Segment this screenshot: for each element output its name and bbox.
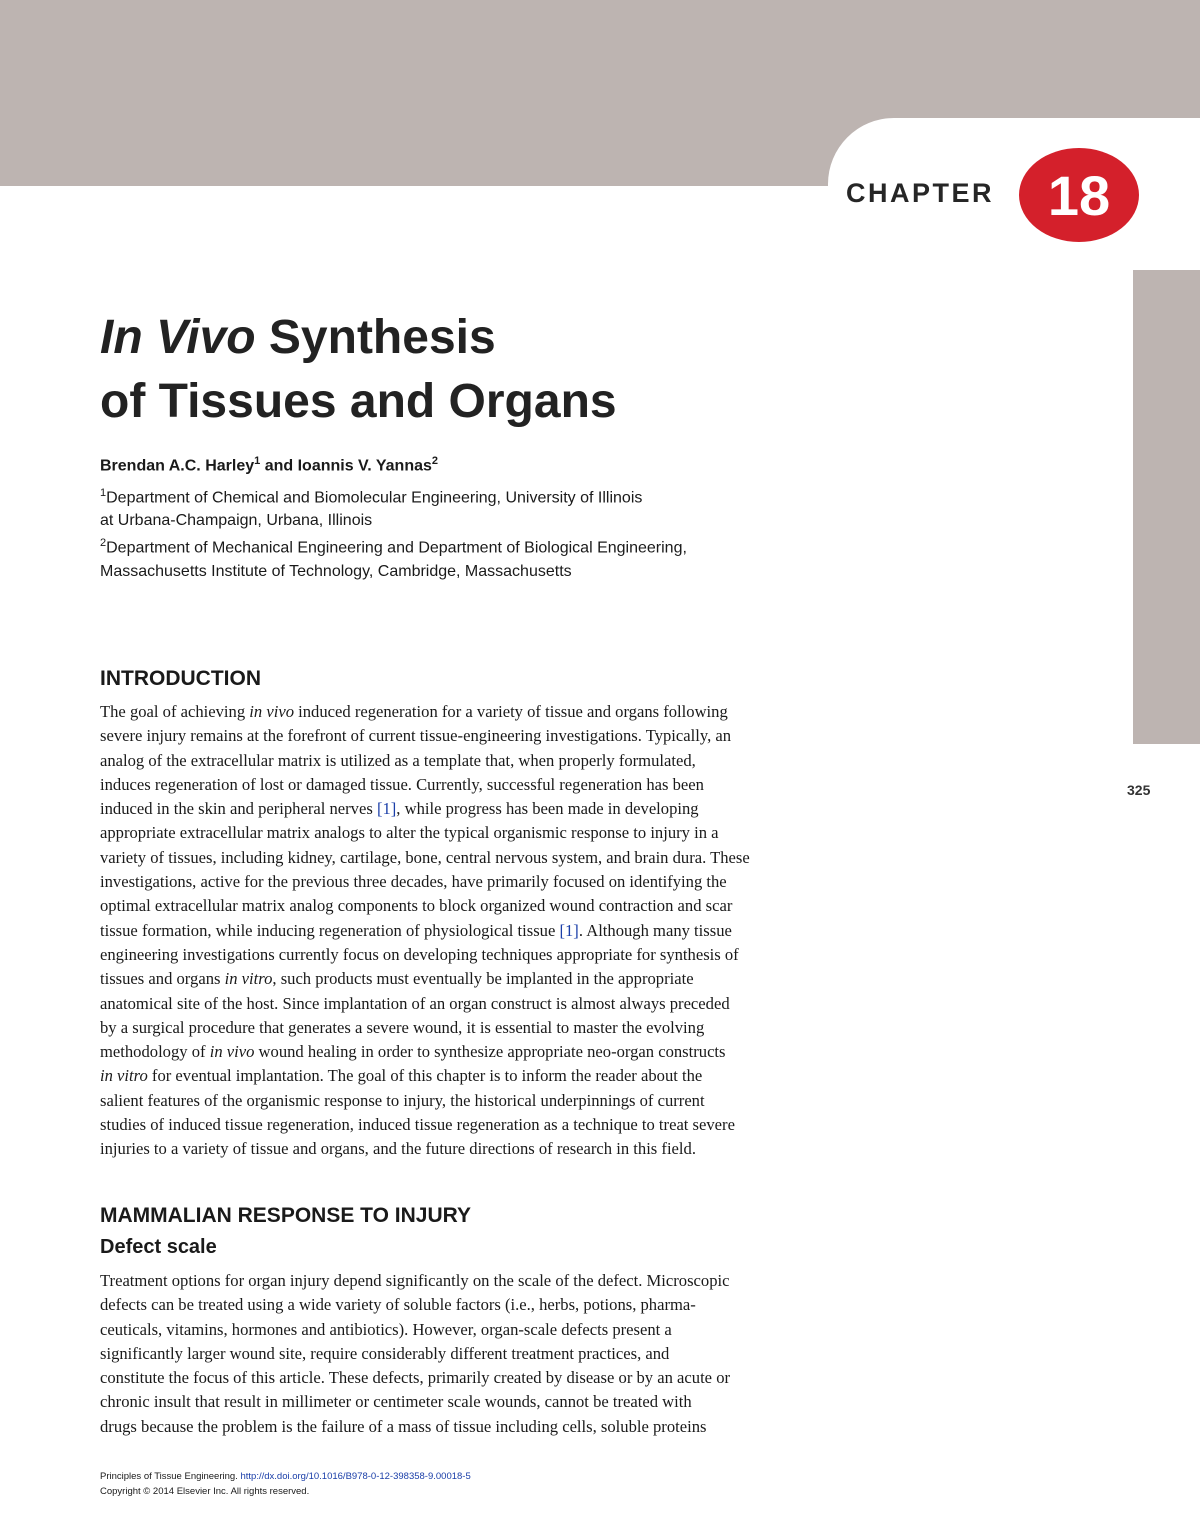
affiliation-2-line1: Department of Mechanical Engineering and Department of Biological Engineering, — [106, 539, 687, 557]
section-heading: MAMMALIAN RESPONSE TO INJURY — [100, 1204, 472, 1227]
text-line: chronic insult that result in millimeter or centimeter scale wounds, cannot be treated with — [100, 1392, 692, 1412]
footer-copyright: Copyright © 2014 Elsevier Inc. All rights reserved. — [100, 1486, 310, 1497]
title-line2: of Tissues and Organs — [100, 375, 617, 428]
text-line — [100, 773, 885, 797]
text-segment: appropriate extracellular matrix analogs to alter the typical organismic response to injury in a — [100, 823, 719, 843]
text-segment: The goal of achieving — [100, 702, 250, 721]
citation-link[interactable]: [1] — [559, 920, 579, 940]
defect-scale-paragraph — [100, 1269, 885, 1439]
text-line: significantly larger wound site, require considerably different treatment practices, and — [100, 1343, 670, 1363]
text-segment: variety of tissues, including kidney, cartilage, bone, central nervous system, and brain dura. These — [100, 847, 750, 867]
title-italic: In Vivo — [100, 311, 256, 364]
affiliation-1-line2: at Urbana-Champaign, Urbana, Illinois — [100, 512, 373, 530]
text-line — [100, 919, 885, 943]
chapter-number-badge: 18 — [1019, 148, 1139, 242]
text-segment: induced in the skin and peripheral nerves — [100, 799, 377, 819]
text-segment: wound healing in order to synthesize appropriate neo-organ constructs — [254, 1042, 726, 1062]
footer-book: Principles of Tissue Engineering. — [100, 1471, 241, 1482]
italic-term: in vitro — [224, 969, 273, 989]
intro-heading: INTRODUCTION — [100, 667, 261, 690]
text-line — [100, 1040, 885, 1064]
author-2: Ioannis V. Yannas — [297, 457, 432, 475]
affiliation-2-line2: Massachusetts Institute of Technology, Cambridge, Massachusetts — [100, 562, 572, 580]
text-line — [100, 1016, 885, 1040]
text-line: Treatment options for organ injury depend significantly on the scale of the defect. Microscopic — [100, 1271, 730, 1290]
italic-term: in vivo — [249, 702, 294, 721]
author-1: Brendan A.C. Harley — [100, 457, 255, 475]
italic-term: in vitro — [100, 1066, 148, 1086]
text-segment: methodology of — [100, 1042, 210, 1062]
authors — [100, 455, 438, 475]
text-line — [100, 821, 885, 845]
text-line — [100, 749, 885, 773]
text-line: constitute the focus of this article. These defects, primarily created by disease or by an acute or — [100, 1368, 731, 1388]
doi-link[interactable]: http://dx.doi.org/10.1016/B978-0-12-398358-9.00018-5 — [240, 1471, 471, 1482]
text-line — [100, 992, 885, 1016]
affiliation-1-sup: 1 — [100, 487, 107, 499]
text-segment: salient features of the organismic response to injury, the historical underpinnings of current — [100, 1090, 705, 1110]
text-segment: by a surgical procedure that generates a severe wound, it is essential to master the evolving — [100, 1017, 705, 1037]
subsection-heading: Defect scale — [100, 1236, 217, 1258]
text-line — [100, 1064, 885, 1088]
author-2-sup: 2 — [431, 455, 439, 467]
text-segment: severe injury remains at the forefront of current tissue-engineering investigations. Typically, an — [100, 726, 732, 746]
text-segment: tissues and organs — [100, 969, 225, 989]
text-line: ceuticals, vitamins, hormones and antibiotics). However, organ-scale defects present a — [100, 1319, 672, 1339]
text-line — [100, 1137, 885, 1161]
text-line — [100, 724, 885, 748]
text-segment: induces regeneration of lost or damaged tissue. Currently, successful regeneration has been — [100, 774, 704, 794]
affiliation-1 — [100, 482, 860, 532]
page-number: 325 — [1127, 782, 1151, 798]
text-segment: . Although many tissue — [578, 920, 732, 940]
affiliation-1-line1: Department of Chemical and Biomolecular Engineering, University of Illinois — [106, 489, 643, 507]
text-line — [100, 700, 885, 724]
text-segment: for eventual implantation. The goal of this chapter is to inform the reader about the — [147, 1066, 703, 1086]
text-line — [100, 894, 885, 918]
author-joiner: and — [260, 457, 298, 475]
text-segment: anatomical site of the host. Since implantation of an organ construct is almost always preceded — [100, 993, 730, 1013]
text-segment: engineering investigations currently focus on developing techniques appropriate for synthesis of — [100, 944, 739, 964]
text-line — [100, 846, 885, 870]
text-segment: analog of the extracellular matrix is utilized as a template that, when properly formulated, — [100, 750, 696, 770]
text-segment: injuries to a variety of tissue and organs, and the future directions of research in this field. — [100, 1139, 696, 1159]
affiliation-2 — [100, 532, 860, 582]
text-segment: induced regeneration for a variety of tissue and organs following — [294, 702, 728, 721]
author-1-sup: 1 — [254, 455, 261, 467]
chapter-label: CHAPTER — [846, 178, 995, 208]
text-segment: , while progress has been made in developing — [396, 799, 699, 819]
chapter-title — [100, 306, 617, 434]
text-line — [100, 870, 885, 894]
title-line1-rest: Synthesis — [255, 311, 496, 364]
text-segment: tissue formation, while inducing regeneration of physiological tissue — [100, 920, 560, 940]
text-segment: optimal extracellular matrix analog components to block organized wound contraction and scar — [100, 896, 733, 916]
text-segment: investigations, active for the previous three decades, have primarily focused on identifying the — [100, 872, 727, 892]
affiliation-2-sup: 2 — [100, 537, 107, 550]
intro-paragraph — [100, 700, 885, 1162]
text-line — [100, 943, 885, 967]
italic-term: in vivo — [209, 1042, 255, 1062]
text-line — [100, 1089, 885, 1113]
text-line — [100, 797, 885, 821]
affiliations — [100, 482, 860, 583]
text-segment: , such products must eventually be implanted in the appropriate — [272, 969, 694, 989]
footer — [100, 1469, 471, 1499]
text-line — [100, 1113, 885, 1137]
text-line — [100, 967, 885, 991]
citation-link[interactable]: [1] — [376, 799, 397, 819]
text-line: drugs because the problem is the failure of a mass of tissue including cells, soluble proteins — [100, 1416, 707, 1436]
text-line: defects can be treated using a wide variety of soluble factors (i.e., herbs, potions, pharma- — [100, 1295, 696, 1315]
text-segment: studies of induced tissue regeneration, induced tissue regeneration as a technique to treat severe — [100, 1115, 735, 1135]
